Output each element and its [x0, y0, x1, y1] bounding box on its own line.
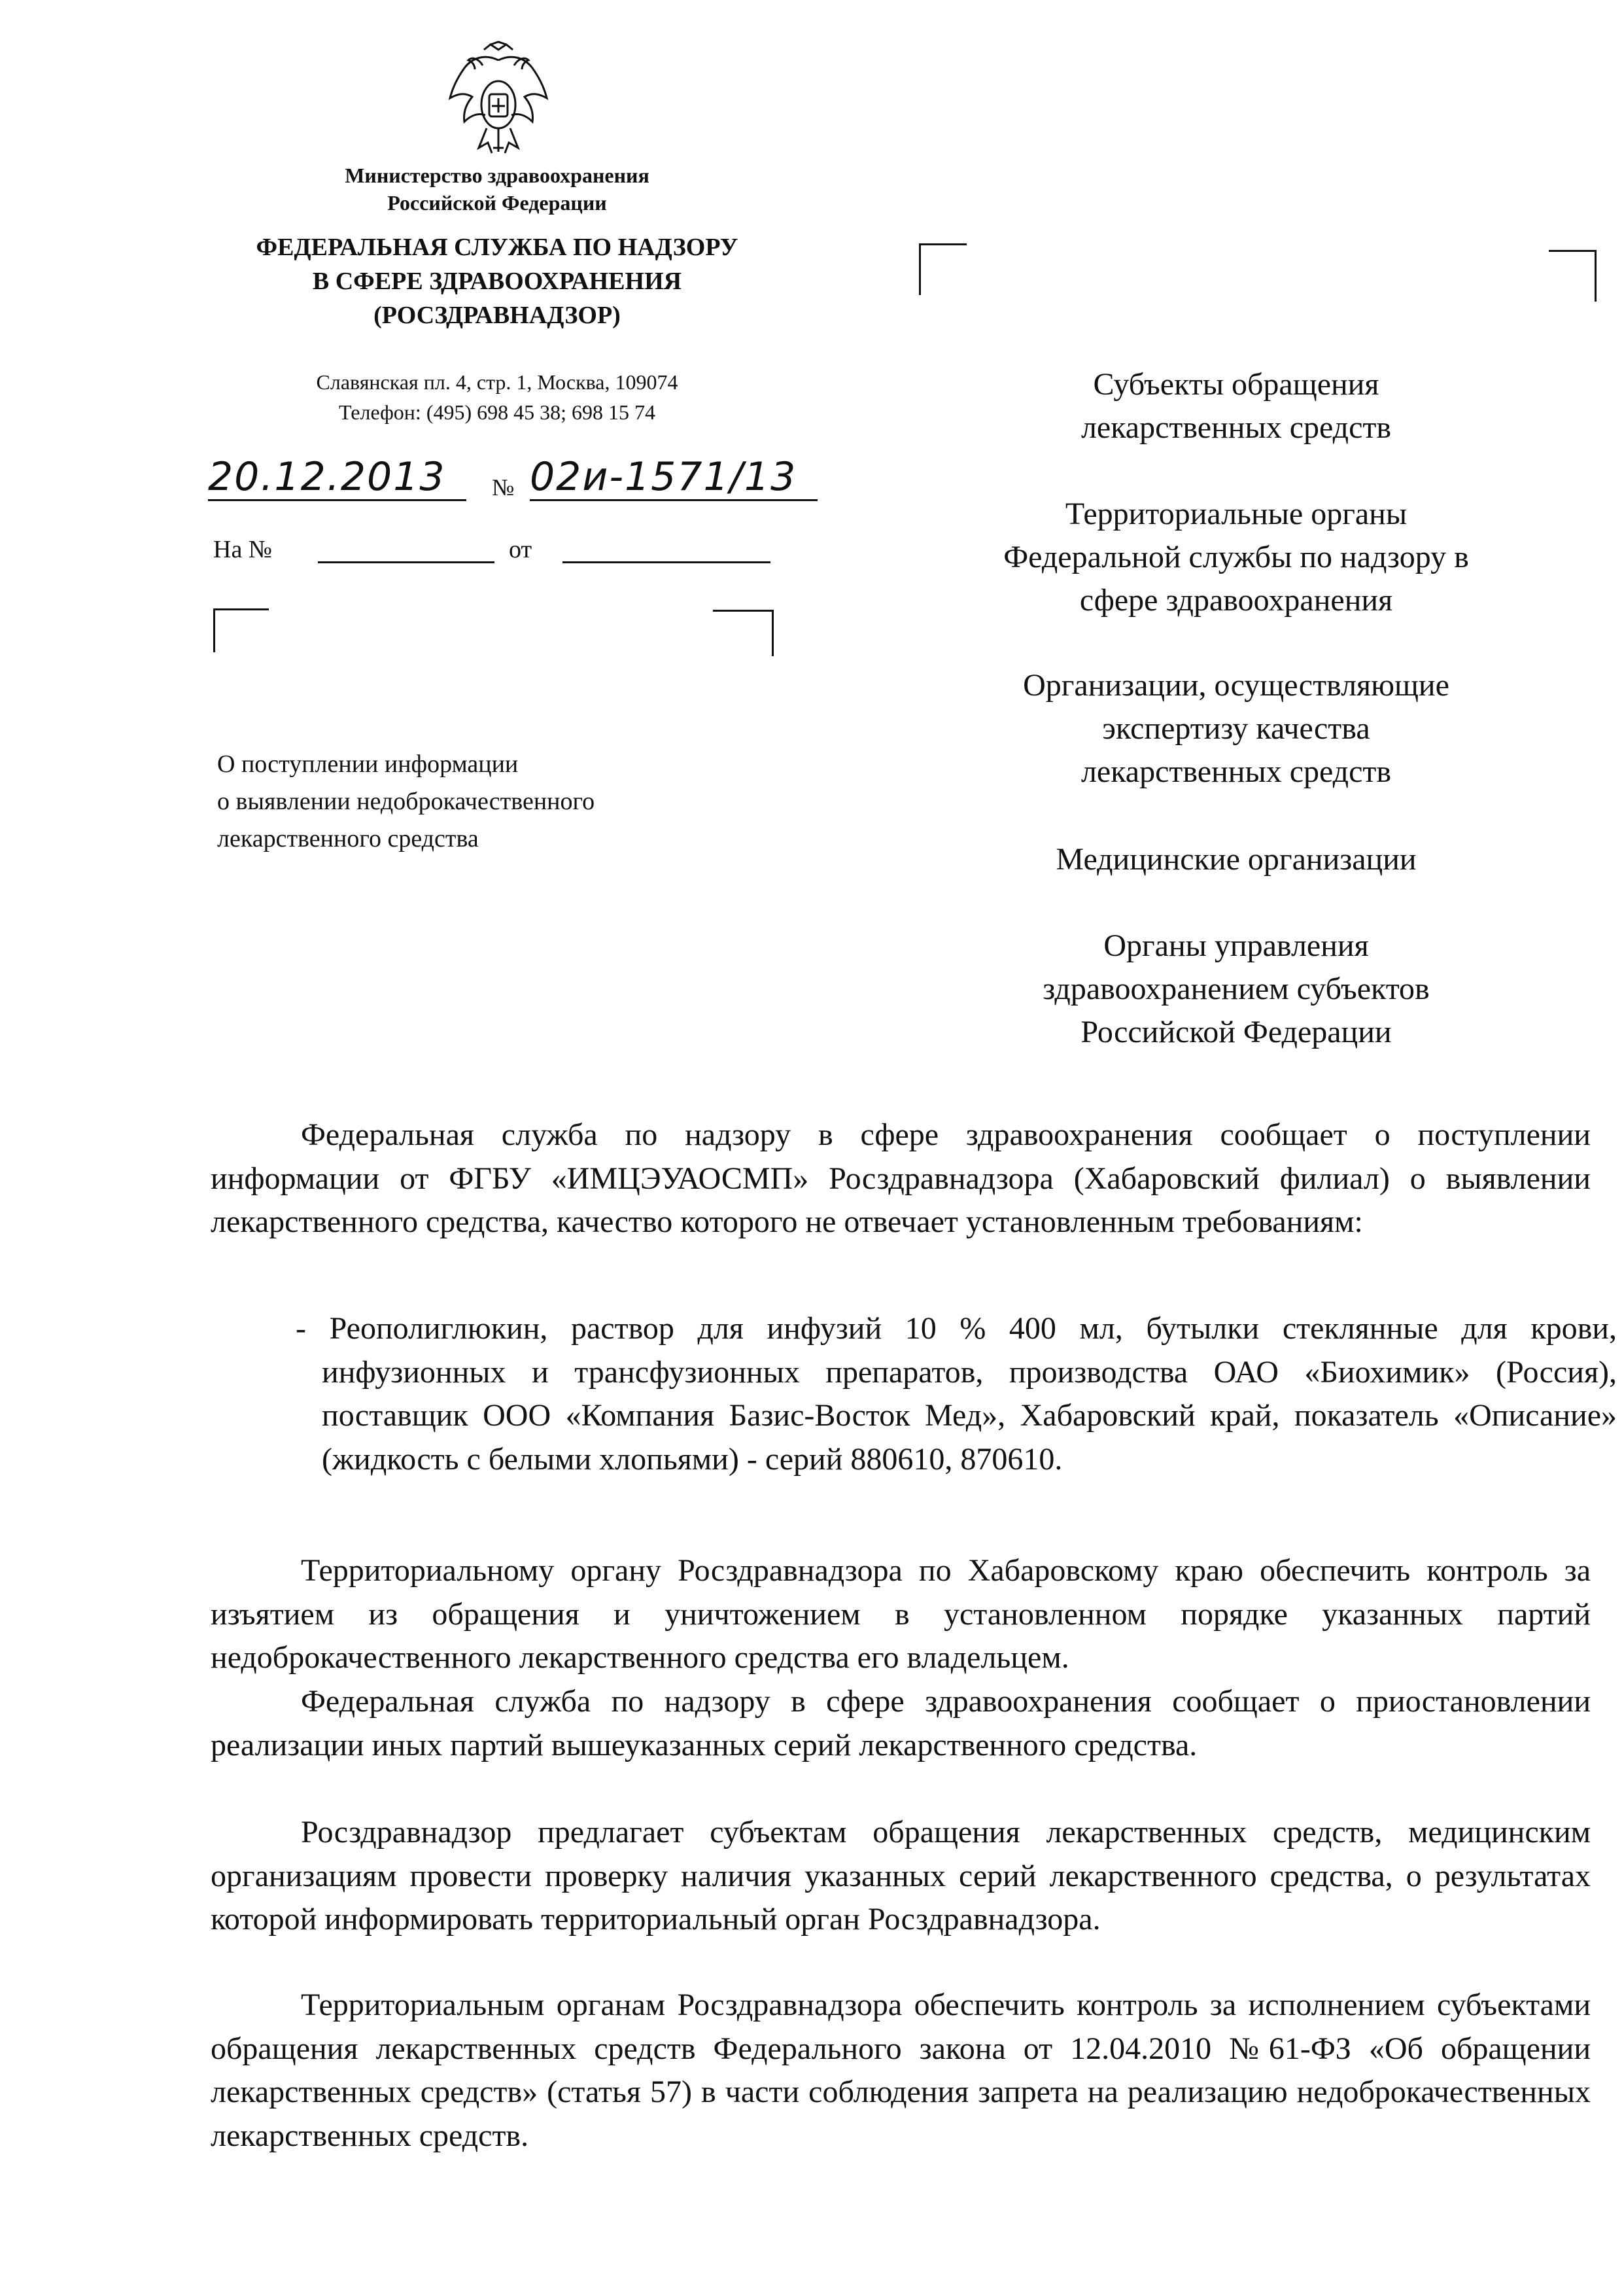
addressee-corner-mark-right: [1549, 250, 1597, 302]
addressee-3-line-1: Организации, осуществляющие: [1023, 668, 1449, 703]
paragraph-1-text: Федеральная служба по надзору в сфере здравоохранения сообщает о поступлении информации от ФГБУ «ИМЦЭУАОСМП» Росздравнадзора (Хабаровский филиал) о выявлении лекарственного средства, качество которого не отвечает установленным требованиям:: [211, 1117, 1591, 1239]
addressee-4-line-1: Медицинские организации: [1056, 842, 1417, 877]
body-paragraph-2: [211, 1549, 1591, 1680]
service-name-line-2: В СФЕРЕ ЗДРАВООХРАНЕНИЯ: [312, 268, 682, 295]
subject-corner-mark-right: [713, 610, 774, 656]
addressee-3-line-3: лекарственных средств: [1080, 754, 1392, 789]
addressee-3-line-2: экспертизу качества: [1102, 711, 1370, 746]
addressee-5-line-1: Органы управления: [1103, 928, 1369, 963]
addressee-1-line-1: Субъекты обращения: [1093, 367, 1379, 402]
addressee-2-line-1: Территориальные органы: [1065, 497, 1408, 531]
subject-line-1: О поступлении информации: [217, 750, 519, 778]
subject-line-3: лекарственного средства: [217, 825, 479, 852]
ministry-line-1: Министерство здравоохранения: [345, 164, 649, 187]
subject-corner-mark-left: [213, 608, 269, 652]
paragraph-3-text: Федеральная служба по надзору в сфере здравоохранения сообщает о приостановлении реализации иных партий вышеуказанных серий лекарственного средства.: [211, 1684, 1591, 1762]
handwritten-date: 20.12.2013: [208, 455, 466, 501]
defective-drug-item: - Реополиглюкин, раствор для инфузий 10 % 400 мл, бутылки стеклянные для крови, инфузионных и трансфузионных препаратов, производства ОАО «Биохимик» (Россия), поставщик ООО «Компания Базис-Восток Мед», Хабаровский край, показатель «Описание» (жидкость с белыми хлопьями) - серий 880610, 870610.: [296, 1311, 1617, 1477]
coat-of-arms-emblem: [443, 41, 553, 164]
body-paragraph-5: [211, 1984, 1591, 2158]
paragraph-4-text: Росздравнадзор предлагает субъектам обращения лекарственных средств, медицинским организациям провести проверку наличия указанных серий лекарственного средства, о результатах которой информировать территориальный орган Росздравнадзора.: [211, 1815, 1591, 1936]
number-sign: №: [492, 474, 515, 500]
reply-to-number-label: На №: [213, 536, 273, 563]
reply-to-date-label: от: [509, 536, 532, 563]
phone-numbers: Телефон: (495) 698 45 38; 698 15 74: [338, 400, 656, 424]
postal-address: Славянская пл. 4, стр. 1, Москва, 109074: [316, 370, 678, 394]
service-name-line-1: ФЕДЕРАЛЬНАЯ СЛУЖБА ПО НАДЗОРУ: [256, 234, 738, 261]
addressee-2-line-2: Федеральной службы по надзору в: [1003, 540, 1469, 574]
subject-line-2: о выявлении недоброкачественного: [217, 788, 595, 815]
service-name-line-3: (РОСЗДРАВНАДЗОР): [373, 302, 621, 329]
paragraph-5-text: Территориальным органам Росздравнадзора обеспечить контроль за исполнением субъектами обращения лекарственных средств Федерального закона от 12.04.2010 №61-ФЗ «Об обращении лекарственных средств» (статья 57) в части соблюдения запрета на реализацию недоброкачественных лекарственных средств.: [211, 1988, 1591, 2153]
addressee-1-line-2: лекарственных средств: [1080, 410, 1392, 445]
reply-to-number-blank: [318, 561, 494, 563]
handwritten-document-number: 02и-1571/13: [530, 455, 818, 501]
body-paragraph-4: [211, 1811, 1591, 1942]
paragraph-2-text: Территориальному органу Росздравнадзора по Хабаровскому краю обеспечить контроль за изъятием из обращения и уничтожением в установленном порядке указанных партий недоброкачественного лекарственного средства его владельцем.: [211, 1553, 1591, 1675]
ministry-line-2: Российской Федерации: [387, 191, 607, 215]
addressee-5-line-2: здравоохранением субъектов: [1043, 972, 1430, 1006]
addressee-corner-mark-left: [919, 243, 967, 295]
body-paragraph-3: [211, 1680, 1591, 1767]
reply-to-date-blank: [562, 561, 770, 563]
body-paragraph-1: [211, 1113, 1591, 1244]
addressee-2-line-3: сфере здравоохранения: [1079, 583, 1393, 618]
addressee-5-line-3: Российской Федерации: [1080, 1015, 1392, 1049]
